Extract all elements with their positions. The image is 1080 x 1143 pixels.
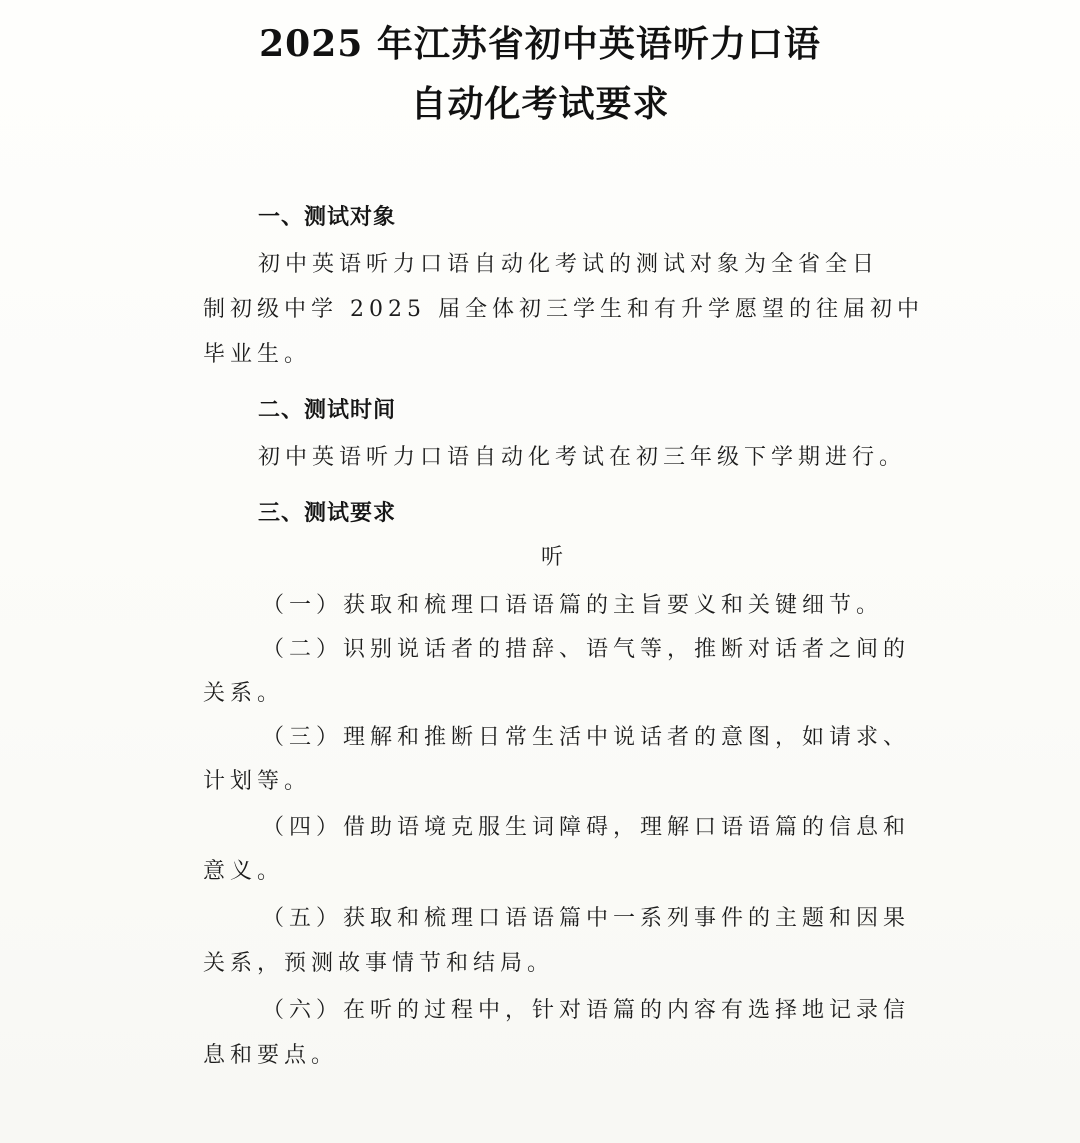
section1-paragraph-line: 制初级中学 2025 届全体初三学生和有升学愿望的往届初中 <box>203 297 924 322</box>
document-title-line-1: 2025 年江苏省初中英语听力口语 <box>259 23 821 65</box>
section2-heading: 二、测试时间 <box>258 398 397 423</box>
requirement-item-continuation: 关系，预测故事情节和结局。 <box>203 951 555 976</box>
requirement-item-continuation: 关系。 <box>203 681 285 706</box>
requirement-item-continuation: 意义。 <box>203 859 285 884</box>
requirement-item: （一）获取和梳理口语语篇的主旨要义和关键细节。 <box>262 593 884 618</box>
section3-heading: 三、测试要求 <box>258 501 397 526</box>
requirement-item: （四）借助语境克服生词障碍，理解口语语篇的信息和 <box>262 815 911 840</box>
requirement-item-continuation: 计划等。 <box>203 769 312 794</box>
section1-paragraph-line: 毕业生。 <box>203 342 312 367</box>
requirement-item: （六）在听的过程中，针对语篇的内容有选择地记录信 <box>262 998 911 1023</box>
listening-subheading: 听 <box>540 545 563 570</box>
requirement-item: （五）获取和梳理口语语篇中一系列事件的主题和因果 <box>262 906 911 931</box>
section1-paragraph-line: 初中英语听力口语自动化考试的测试对象为全省全日 <box>258 252 880 277</box>
section2-paragraph-line: 初中英语听力口语自动化考试在初三年级下学期进行。 <box>258 445 907 470</box>
requirement-item-continuation: 息和要点。 <box>203 1043 339 1068</box>
requirement-item: （二）识别说话者的措辞、语气等，推断对话者之间的 <box>262 637 911 662</box>
section1-heading: 一、测试对象 <box>258 205 397 230</box>
document-title-line-2: 自动化考试要求 <box>410 83 670 125</box>
requirement-item: （三）理解和推断日常生活中说话者的意图，如请求、 <box>262 725 911 750</box>
